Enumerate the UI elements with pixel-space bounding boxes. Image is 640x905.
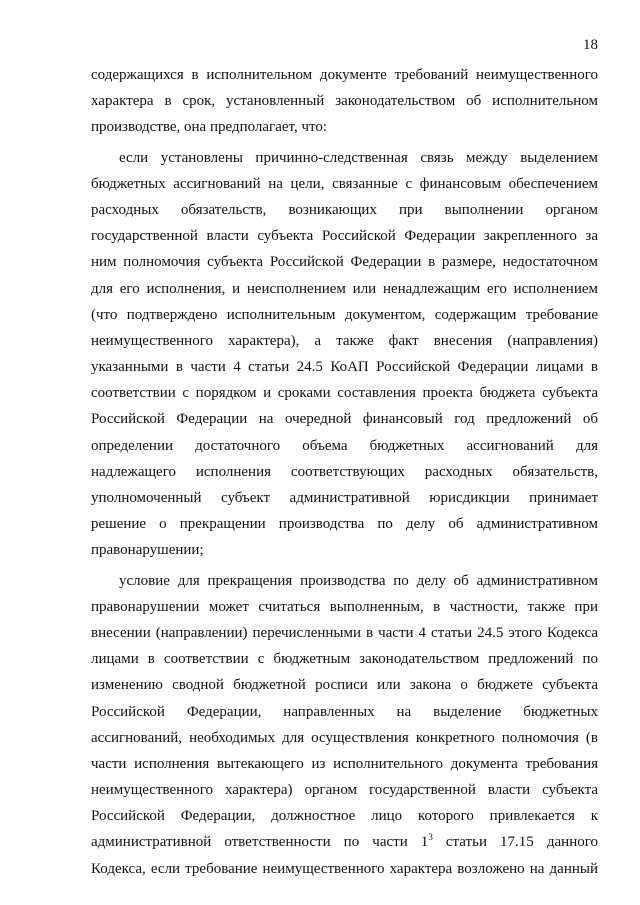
- text-line: решение о прекращении производства по делу об административном: [91, 516, 598, 533]
- text-line: содержащихся в исполнительном документе требований неимущественного: [91, 67, 598, 83]
- text-fragment: статьи 17.15 данного: [432, 834, 599, 851]
- text-line: Кодекса, если требование неимущественного характера возложено на данный: [91, 860, 598, 877]
- text-line: расходных обязательств, возникающих при выполнении органом: [91, 201, 598, 218]
- text-line: лицами в соответствии с бюджетным законодательством предложений по: [91, 651, 598, 668]
- paragraph-2: [91, 145, 598, 564]
- text-fragment: административной ответственности по части 1: [91, 834, 429, 851]
- text-line: Российской Федерации, направленных на выделение бюджетных: [91, 703, 598, 720]
- document-body: [91, 62, 598, 882]
- text-line: неимущественного характера) органом государственной власти субъекта: [91, 782, 598, 799]
- text-line: определении достаточного объема бюджетных ассигнований для: [91, 437, 598, 454]
- text-line: ассигнований, необходимых для осуществления конкретного полномочия (в: [91, 729, 598, 746]
- text-line: уполномоченный субъект административной юрисдикции принимает: [91, 490, 598, 506]
- text-line: указанными в части 4 статьи 24.5 КоАП Российской Федерации лицами в: [91, 359, 598, 376]
- text-line: условие для прекращения производства по делу об административном: [119, 572, 598, 589]
- text-line: бюджетных ассигнований на цели, связанные с финансовым обеспечением: [91, 175, 598, 192]
- paragraph-1: [91, 62, 598, 141]
- text-line: государственной власти субъекта Российской Федерации закрепленного за: [91, 228, 598, 245]
- text-line: ним полномочия субъекта Российской Федерации в размере, недостаточном: [91, 254, 598, 271]
- text-line-with-superscript: [91, 829, 598, 855]
- text-line: надлежащего исполнения соответствующих расходных обязательств,: [91, 463, 598, 480]
- paragraph-3: [91, 568, 598, 882]
- text-line: производстве, она предполагает, что:: [91, 119, 328, 136]
- text-line: правонарушении;: [91, 542, 204, 559]
- text-line: внесении (направлении) перечисленными в части 4 статьи 24.5 этого Кодекса: [91, 624, 598, 641]
- text-line: если установлены причинно-следственная связь между выделением: [119, 149, 598, 166]
- superscript: 3: [428, 832, 433, 843]
- text-line: неимущественного характера), а также факт внесения (направления): [91, 332, 598, 349]
- text-line: характера в срок, установленный законодательством об исполнительном: [91, 93, 598, 110]
- text-line: соответствии с порядком и сроками составления проекта бюджета субъекта: [91, 385, 598, 402]
- text-line: правонарушении может считаться выполненным, в частности, также при: [91, 598, 598, 615]
- text-line: части исполнения вытекающего из исполнительного документа требования: [91, 755, 598, 772]
- text-line: Российской Федерации, должностное лицо которого привлекается к: [91, 808, 598, 825]
- text-line: для его исполнения, и неисполнением или ненадлежащим его исполнением: [91, 280, 598, 297]
- page-number: 18: [583, 37, 598, 53]
- text-line: Российской Федерации на очередной финансовый год предложений об: [91, 411, 598, 428]
- text-line: (что подтверждено исполнительным документом, содержащим требование: [91, 306, 598, 323]
- text-line: изменению сводной бюджетной росписи или закона о бюджете субъекта: [91, 677, 598, 694]
